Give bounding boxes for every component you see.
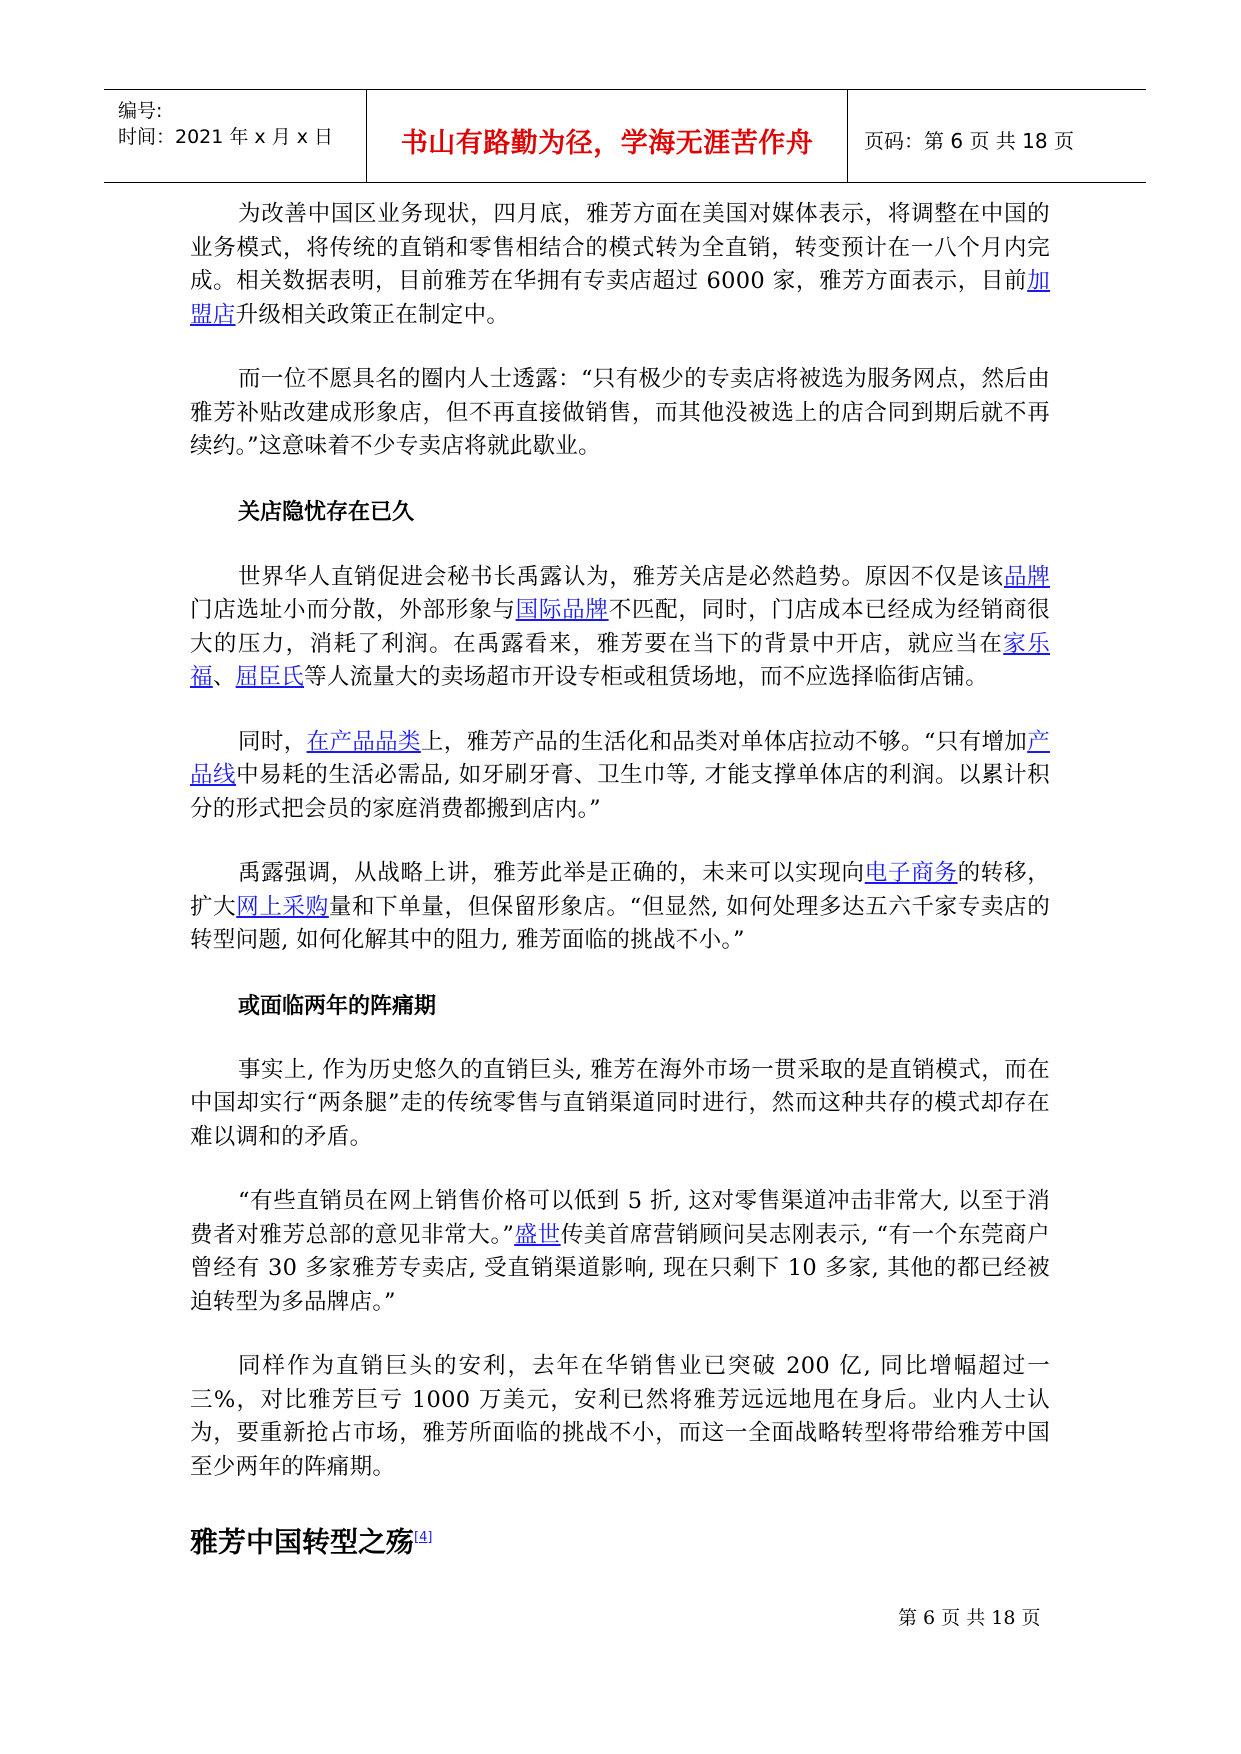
text-run: 门店选址小而分散，外部形象与 — [190, 597, 516, 623]
header-motto-cell — [367, 90, 848, 182]
link-brand[interactable]: 品牌 — [1003, 563, 1050, 590]
text-run: 的转移，扩大 — [190, 860, 1051, 920]
link-franchise-store[interactable]: 加盟店 — [190, 268, 1050, 328]
text-run: 不匹配，同时，门店成本已经成为经销商很大的压力，消耗了利润。在禹露看来，雅芳要在当下的背景中开店，就应当在 — [190, 597, 1051, 657]
text-run: 传美首席营销顾问吴志刚表示, “有一个东莞商户曾经有 30 多家雅芳专卖店, 受直销渠道影响, 现在只剩下 10 多家, 其他的都已经被迫转型为多品牌店。” — [190, 1221, 1050, 1315]
document-body — [190, 198, 1050, 1562]
time-label: 时间：2021 年 x 月 x 日 — [118, 126, 334, 148]
header-page-cell — [848, 90, 1146, 182]
page-footer: 第 6 页 共 18 页 — [898, 1607, 1041, 1629]
link-e-commerce[interactable]: 电子商务 — [864, 860, 958, 886]
paragraph-6: 事实上, 作为历史悠久的直销巨头, 雅芳在海外市场一贯采取的是直销模式，而在中国却实行“两条腿”走的传统零售与直销渠道同时进行，然而这种共存的模式却存在难以调和的矛盾。 — [190, 1056, 1050, 1150]
text-run: 量和下单量，但保留形象店。“但显然, 如何处理多达五六千家专卖店的转型问题, 如何化解其中的阻力, 雅芳面临的挑战不小。” — [190, 893, 1050, 953]
link-product-category[interactable]: 在产品品类 — [306, 728, 421, 755]
link-online-purchase[interactable]: 网上采购 — [236, 893, 329, 920]
header-info-cell — [104, 90, 367, 182]
paragraph-5 — [190, 857, 1050, 958]
link-watsons[interactable]: 屈臣氏 — [235, 664, 305, 690]
text-run: 为改善中国区业务现状，四月底，雅芳方面在美国对媒体表示，将调整在中国的业务模式，将传统的直销和零售相结合的模式转为全直销，转变预计在一八个月内完成。相关数据表明，目前雅芳在华拥有专卖店超过 6000 家，雅芳方面表示，目前 — [190, 201, 1050, 294]
paragraph-8: 同样作为直销巨头的安利，去年在华销售业已突破 200 亿, 同比增幅超过一三%，对比雅芳巨亏 1000 万美元，安利已然将雅芳远远地甩在身后。业内人士认为，要重新抢占市场，雅芳所面临的挑战不小，而这一全面战略转型将带给雅芳中国至少两年的阵痛期。 — [190, 1353, 1050, 1480]
link-shengshi[interactable]: 盛世 — [514, 1221, 561, 1248]
paragraph-2: 而一位不愿具名的圈内人士透露：“只有极少的专卖店将被选为服务网点，然后由雅芳补贴改建成形象店，但不再直接做销售，而其他没被选上的店合同到期后就不再续约。”这意味着不少专卖店将就此歇业。 — [190, 366, 1050, 459]
text-run: 、 — [212, 664, 236, 690]
serial-label: 编号: — [118, 100, 163, 122]
text-run: 上，雅芳产品的生活化和品类对单体店拉动不够。“只有增加 — [420, 728, 1028, 755]
page-header — [104, 89, 1146, 183]
link-international-brand[interactable]: 国际品牌 — [515, 597, 609, 623]
text-run: “有些直销员在网上销售价格可以低到 5 折, 这对零售渠道冲击非常大, 以至于消费者对雅芳总部的意见非常大。” — [190, 1188, 1050, 1248]
link-product-line[interactable]: 产品线 — [190, 728, 1050, 788]
paragraph-3 — [190, 561, 1050, 695]
section-title — [190, 1518, 1050, 1562]
link-carrefour[interactable]: 家乐福 — [190, 630, 1051, 690]
paragraph-4 — [190, 726, 1050, 827]
text-run: 世界华人直销促进会秘书长禹露认为，雅芳关店是必然趋势。原因不仅是该 — [238, 563, 1004, 590]
text-run: 升级相关政策正在制定中。 — [235, 301, 510, 328]
paragraph-7 — [190, 1185, 1050, 1319]
text-run: 同时， — [238, 728, 307, 755]
page-info: 页码：第 6 页 共 18 页 — [864, 129, 1074, 153]
subheading-2: 或面临两年的阵痛期 — [238, 993, 437, 1019]
text-run: 等人流量大的卖场超市开设专柜或租赁场地，而不应选择临街店铺。 — [304, 664, 989, 690]
motto: 书山有路勤为径，学海无涯苦作舟 — [400, 128, 814, 159]
section-title-text: 雅芳中国转型之殇 — [190, 1525, 415, 1559]
subheading-1: 关店隐忧存在已久 — [238, 499, 415, 525]
paragraph-1 — [190, 198, 1050, 332]
footnote-ref-link[interactable]: [4] — [414, 1530, 433, 1545]
text-run: 禹露强调，从战略上讲，雅芳此举是正确的，未来可以实现向 — [238, 860, 865, 886]
text-run: 中易耗的生活必需品, 如牙刷牙膏、卫生巾等, 才能支撑单体店的利润。以累计积分的形式把会员的家庭消费都搬到店内。” — [190, 762, 1050, 822]
